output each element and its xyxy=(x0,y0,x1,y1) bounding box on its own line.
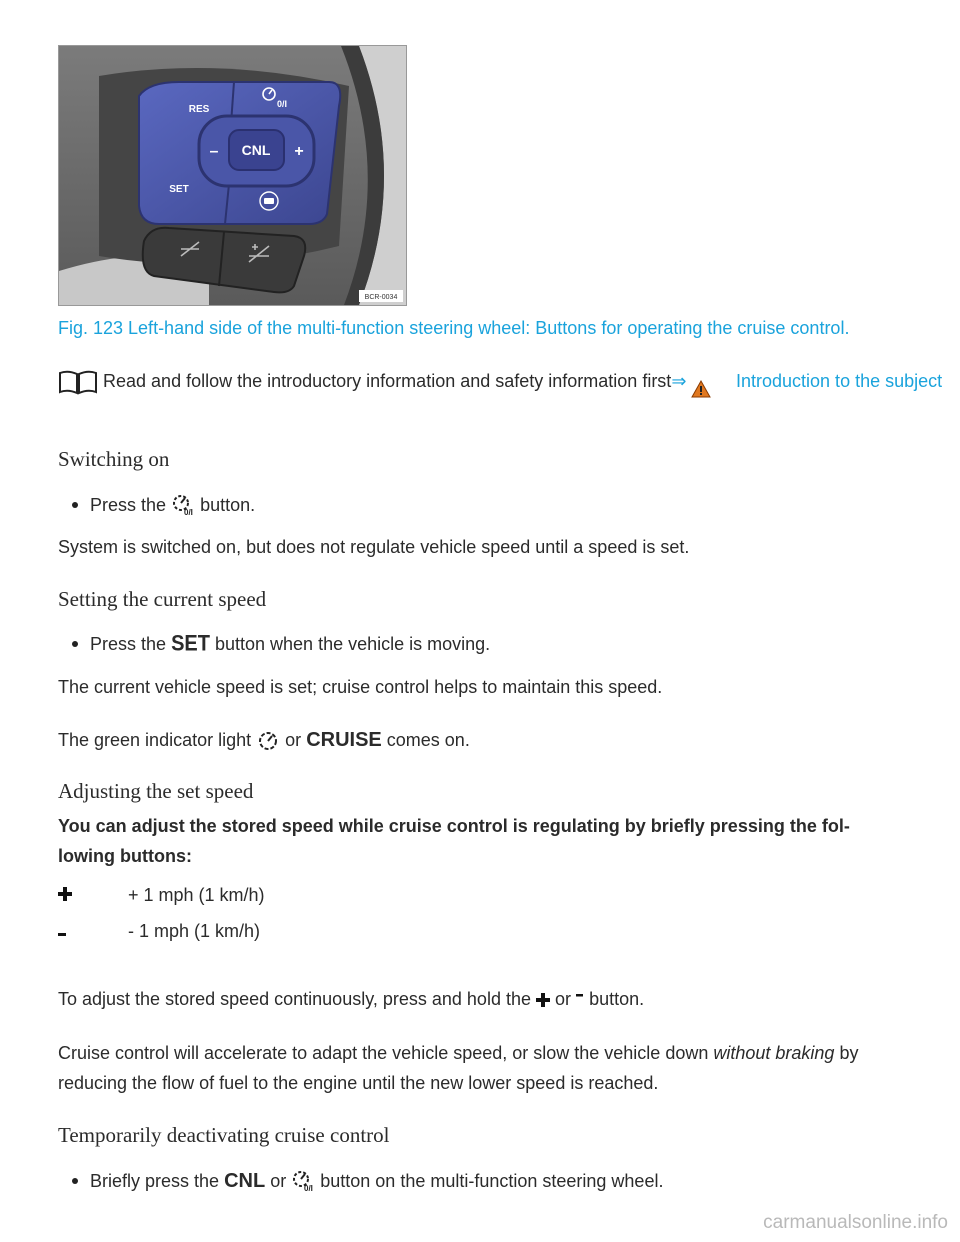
minus-button-label: – xyxy=(209,143,219,160)
warning-triangle-icon xyxy=(691,380,711,398)
steering-wheel-figure xyxy=(58,45,407,306)
bullet-switching-on: Press the 0/I button. xyxy=(70,490,255,520)
plus-desc: + 1 mph (1 km/h) xyxy=(128,885,265,905)
adjust-item-minus xyxy=(58,916,260,946)
para-indicator-light: The green indicator light or CRUISE comes on. xyxy=(58,725,470,755)
svg-text:0/I: 0/I xyxy=(277,99,288,109)
bullet-dot xyxy=(72,1178,78,1184)
adjusting-intro-line2: lowing buttons: xyxy=(58,846,192,866)
minus-icon xyxy=(576,993,584,1007)
set-button-icon: SET xyxy=(171,631,210,657)
heading-setting-speed: Setting the current speed xyxy=(58,587,267,611)
bullet-setting-speed: Press the SET button when the vehicle is moving. xyxy=(70,629,490,659)
minus-desc: - 1 mph (1 km/h) xyxy=(128,921,261,941)
para-accelerate-line2: reducing the flow of fuel to the engine until the new lower speed is reached. xyxy=(58,1073,659,1093)
para-speed-set: The current vehicle speed is set; cruise control helps to maintain this speed. xyxy=(58,677,663,697)
intro-link[interactable]: Introduction to the subject xyxy=(736,371,943,391)
res-button-label: RES xyxy=(188,104,210,115)
bullet-deactivating: Briefly press the CNL or 0/I button on the multi-function steering wheel. xyxy=(70,1166,663,1196)
cnl-button-icon: CNL xyxy=(224,1170,266,1192)
minus-icon xyxy=(58,916,128,946)
image-code: BCR-0034 xyxy=(364,294,398,301)
adjust-item-plus xyxy=(58,880,265,910)
set-button-label: SET xyxy=(169,184,189,195)
bullet-dot xyxy=(72,502,78,508)
svg-text:0/I: 0/I xyxy=(304,1184,314,1192)
watermark: carmanualsonline.info xyxy=(763,1212,948,1233)
plus-icon xyxy=(58,880,128,910)
cruise-onoff-icon xyxy=(291,1170,315,1192)
book-icon xyxy=(58,369,98,395)
svg-text:0/I: 0/I xyxy=(184,508,193,516)
para-accelerate-line1: Cruise control will accelerate to adapt the vehicle speed, or slow the vehicle down without braking by xyxy=(58,1043,859,1063)
cruise-onoff-icon xyxy=(171,494,195,516)
heading-deactivating: Temporarily deactivating cruise control xyxy=(58,1123,390,1147)
cnl-button-label: CNL xyxy=(241,142,271,158)
plus-button-label: + xyxy=(294,143,304,160)
bullet-dot xyxy=(72,641,78,647)
steering-wheel-illustration xyxy=(59,46,406,305)
cruise-text-icon: CRUISE xyxy=(306,729,382,751)
figure-caption: Fig. 123 Left-hand side of the multi-function steering wheel: Buttons for operating the cruise control. xyxy=(58,318,850,338)
intro-paragraph xyxy=(58,366,711,398)
adjusting-intro-line1: You can adjust the stored speed while cruise control is regulating by briefly pressing the fol- xyxy=(58,816,850,836)
heading-adjusting: Adjusting the set speed xyxy=(58,779,254,803)
emphasis-without-braking: without braking xyxy=(713,1043,835,1063)
heading-switching-on: Switching on xyxy=(58,447,170,471)
plus-icon xyxy=(536,993,550,1007)
para-continuous: To adjust the stored speed continuously, press and hold the or button. xyxy=(58,989,645,1009)
cruise-indicator-icon xyxy=(256,730,280,752)
intro-text: Read and follow the introductory information and safety information first xyxy=(103,371,672,391)
para-switching-on: System is switched on, but does not regulate vehicle speed until a speed is set. xyxy=(58,537,690,557)
intro-arrow: ⇒ xyxy=(671,371,687,391)
